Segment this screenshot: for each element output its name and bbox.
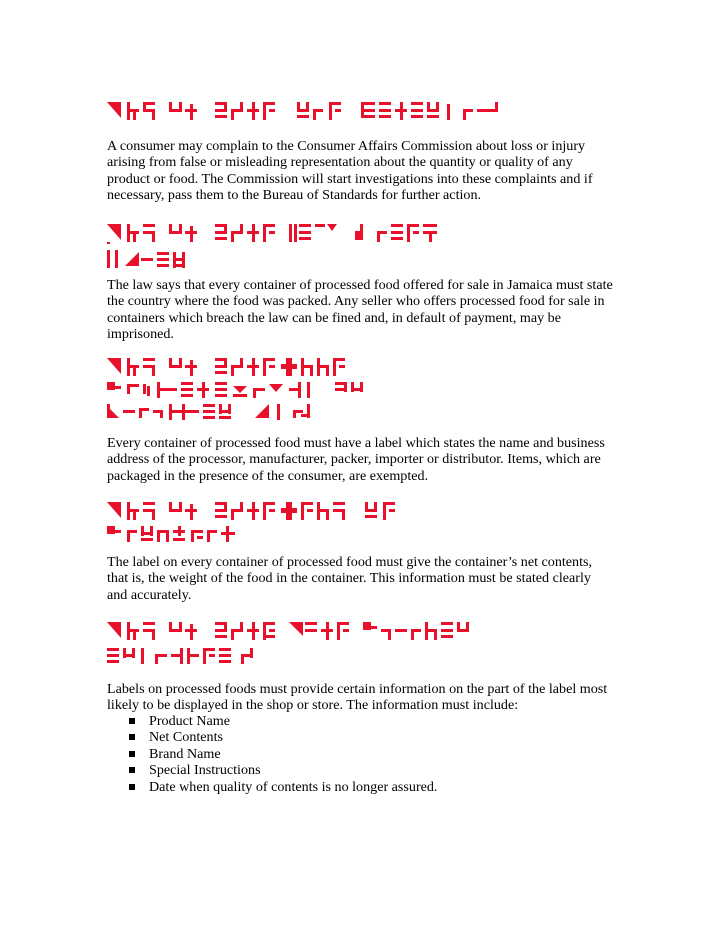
square-bullet-icon (129, 718, 135, 724)
text-line: containers which breach the law can be fined and, in default of payment, may be (107, 309, 561, 326)
square-bullet-icon (129, 767, 135, 773)
glyph-heading-3 (107, 356, 607, 420)
glyph-heading-2 (107, 222, 607, 270)
list-item-text: Date when quality of contents is no longer assured. (149, 778, 438, 795)
text-line: and accurately. (107, 586, 192, 603)
list-item (107, 762, 437, 778)
list-item-text: Product Name (149, 713, 231, 729)
text-line: product or food. The Commission will start investigations into these complaints and if (107, 170, 593, 187)
heading-2 (107, 222, 607, 270)
list-item (107, 729, 437, 745)
square-bullet-icon (129, 784, 135, 790)
list-item-text: Net Contents (149, 729, 223, 746)
paragraph-net-contents (107, 554, 627, 603)
glyph-heading-5 (107, 620, 607, 666)
square-bullet-icon (129, 751, 135, 757)
paragraph-country-of-origin (107, 277, 627, 343)
text-line: that is, the weight of the food in the container. This information must be stated clearly (107, 570, 591, 587)
list-item (107, 746, 437, 762)
paragraph-label-name-address (107, 435, 627, 484)
text-line: likely to be displayed in the shop or store. The information must include: (107, 697, 519, 714)
text-line: Every container of processed food must have a label which states the name and business (107, 435, 605, 451)
text-line: The label on every container of processed food must give the container’s net contents, (107, 554, 593, 570)
heading-4 (107, 500, 607, 546)
list-item-text: Brand Name (149, 745, 221, 762)
text-line: Labels on processed foods must provide certain information on the part of the label most (107, 681, 608, 697)
text-line: A consumer may complain to the Consumer Affairs Commission about loss or injury (107, 138, 586, 154)
heading-1 (107, 100, 607, 122)
text-line: imprisoned. (107, 326, 174, 343)
glyph-heading-4 (107, 500, 607, 546)
paragraph-label-information (107, 681, 627, 714)
glyph-heading-1 (107, 100, 607, 122)
heading-3 (107, 356, 607, 420)
list-item (107, 779, 437, 795)
text-line: arising from false or misleading representation about the quantity or quality of any (107, 154, 573, 171)
text-line: address of the processor, manufacturer, packer, importer or distributor. Items, which are (107, 451, 601, 468)
list-item (107, 713, 437, 729)
paragraph-complaints (107, 138, 627, 204)
text-line: packaged in the presence of the consumer, are exempted. (107, 467, 429, 484)
required-information-list (107, 713, 437, 795)
square-bullet-icon (129, 734, 135, 740)
heading-5 (107, 620, 607, 666)
text-line: the country where the food was packed. Any seller who offers processed food for sale in (107, 293, 605, 310)
text-line: necessary, pass them to the Bureau of Standards for further action. (107, 187, 482, 204)
list-item-text: Special Instructions (149, 762, 261, 779)
text-line: The law says that every container of processed food offered for sale in Jamaica must state (107, 277, 613, 293)
